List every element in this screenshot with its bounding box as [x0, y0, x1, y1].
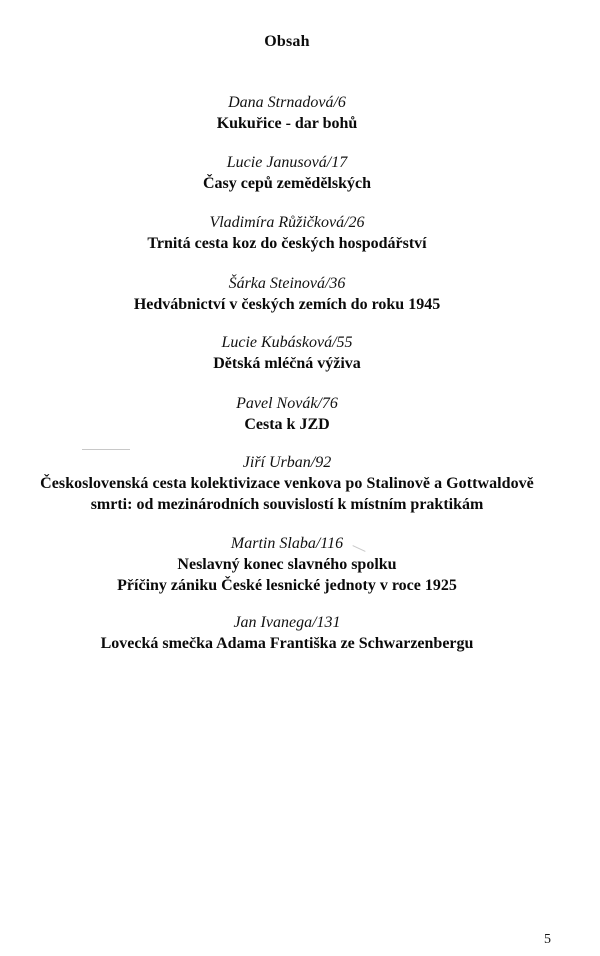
toc-entry	[0, 332, 574, 374]
toc-entry	[0, 212, 574, 254]
entry-author: Lucie Kubásková/55	[221, 334, 353, 351]
entry-title-line: Příčiny zániku České lesnické jednoty v roce 1925	[117, 577, 457, 594]
toc-entry	[0, 533, 574, 596]
entry-author: Jiří Urban/92	[242, 454, 332, 471]
entry-title: Dětská mléčná výživa	[213, 355, 361, 372]
entry-author: Martin Slaba/116	[230, 535, 344, 552]
page-title: Obsah	[264, 33, 310, 50]
entry-title: Trnitá cesta koz do českých hospodářství	[147, 235, 427, 252]
entry-title: Časy cepů zemědělských	[203, 175, 371, 192]
scan-artifact	[82, 449, 130, 450]
page-number: 5	[544, 932, 551, 947]
entry-title: Cesta k JZD	[244, 416, 330, 433]
entry-author: Vladimíra Růžičková/26	[209, 214, 365, 231]
toc-entry	[0, 273, 574, 315]
entry-title: Kukuřice - dar bohů	[216, 115, 358, 132]
toc-entry	[0, 612, 574, 654]
entry-title-line: smrti: od mezinárodních souvislostí k místním praktikám	[90, 496, 484, 513]
entry-author: Lucie Janusová/17	[226, 154, 348, 171]
toc-entry	[0, 152, 574, 194]
toc-entry	[0, 452, 574, 515]
toc-entry	[0, 393, 574, 435]
entry-title: Hedvábnictví v českých zemích do roku 1945	[133, 296, 441, 313]
entry-title: Lovecká smečka Adama Františka ze Schwarzenbergu	[100, 635, 474, 652]
entry-author: Šárka Steinová/36	[228, 275, 346, 292]
entry-author: Dana Strnadová/6	[228, 94, 346, 111]
entry-author: Pavel Novák/76	[236, 395, 338, 412]
entry-title-line: Československá cesta kolektivizace venkova po Stalinově a Gottwaldově	[40, 475, 534, 492]
entry-author: Jan Ivanega/131	[233, 614, 341, 631]
entry-title-line: Neslavný konec slavného spolku	[177, 556, 397, 573]
toc-entry	[0, 92, 574, 134]
